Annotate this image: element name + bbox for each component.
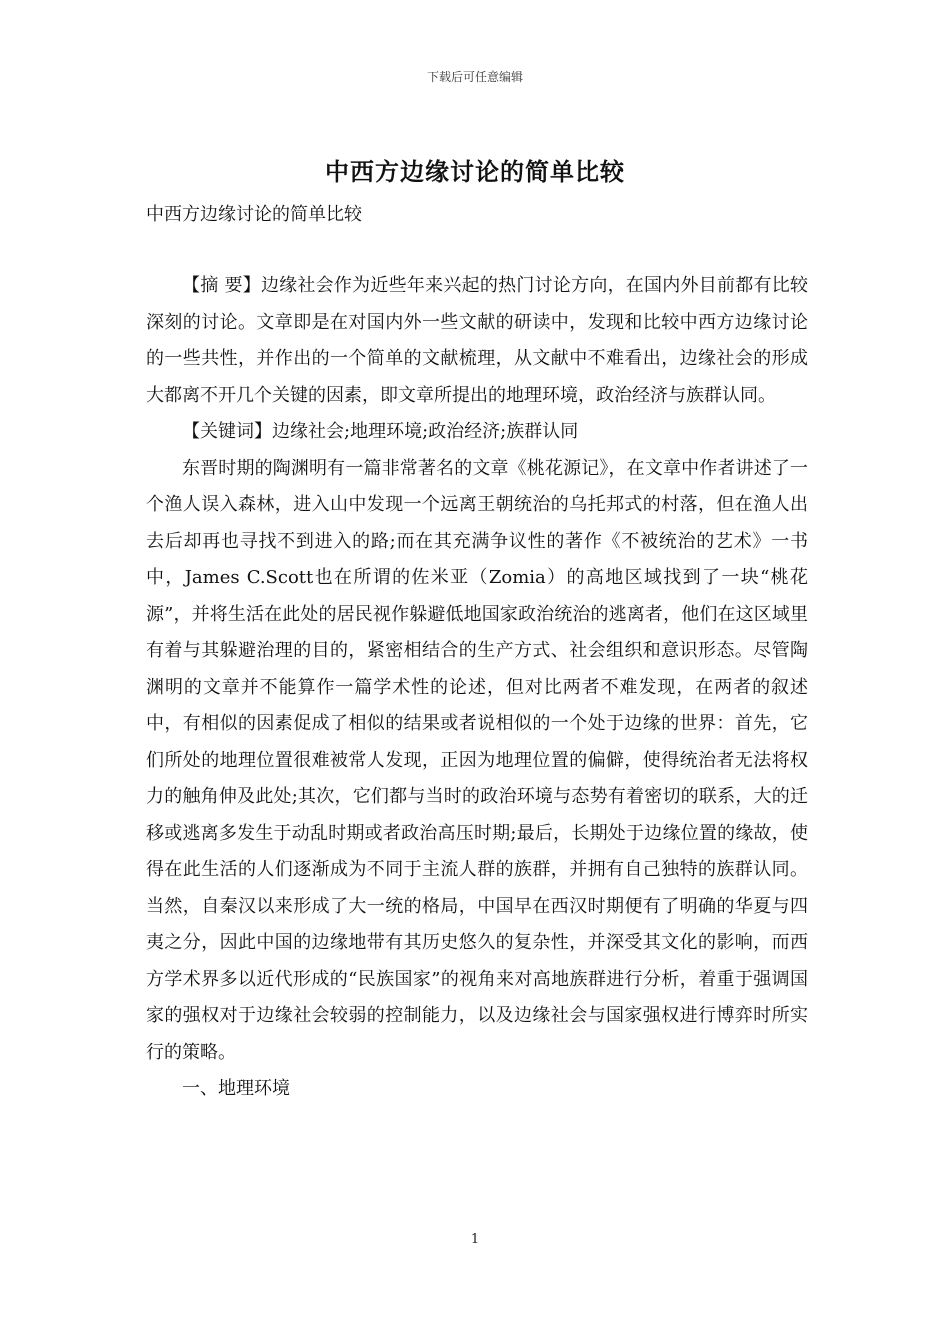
body-paragraph: 东晋时期的陶渊明有一篇非常著名的文章《桃花源记》，在文章中作者讲述了一个渔人误入森林，进入山中发现一个远离王朝统治的乌托邦式的村落，但在渔人出去后却再也寻找不到进入的路;而在其充满争议性的著作《不被统治的艺术》一书中，James C.Scott也在所谓的佐米亚（Zomia）的高地区域找到了一块“桃花源”，并将生活在此处的居民视作躲避低地国家政治统治的逃离者，他们在这区域里有着与其躲避治理的目的，紧密相结合的生产方式、社会组织和意识形态。尽管陶渊明的文章并不能算作一篇学术性的论述，但对比两者不难发现，在两者的叙述中，有相似的因素促成了相似的结果或者说相似的一个处于边缘的世界：首先，它们所处的地理位置很难被常人发现，正因为地理位置的偏僻，使得统治者无法将权力的触角伸及此处;其次，它们都与当时的政治环境与态势有着密切的联系，大的迁移或逃离多发生于动乱时期或者政治高压时期;最后，长期处于边缘位置的缘故，使得在此生活的人们逐渐成为不同于主流人群的族群，并拥有自己独特的族群认同。当然，自秦汉以来形成了大一统的格局，中国早在西汉时期便有了明确的华夏与四夷之分，因此中国的边缘地带有其历史悠久的复杂性，并深受其文化的影响，而西方学术界多以近代形成的“民族国家”的视角来对高地族群进行分析，着重于强调国家的强权对于边缘社会较弱的控制能力，以及边缘社会与国家强权进行博弈时所实行的策略。: [146, 457, 808, 1063]
document-title: 中西方边缘讨论的简单比较: [325, 157, 625, 186]
section-heading: 一、地理环境: [182, 1078, 290, 1099]
document-body: [146, 268, 808, 1108]
abstract-paragraph: 【摘 要】边缘社会作为近些年来兴起的热门讨论方向，在国内外目前都有比较深刻的讨论。文章即是在对国内外一些文献的研读中，发现和比较中西方边缘讨论的一些共性，并作出的一个简单的文献梳理，从文献中不难看出，边缘社会的形成大都离不开几个关键的因素，即文章所提出的地理环境，政治经济与族群认同。: [146, 275, 808, 406]
document-subtitle: 中西方边缘讨论的简单比较: [146, 204, 362, 225]
page-number: 1: [470, 1232, 480, 1247]
header-note: 下载后可任意编辑: [426, 70, 523, 84]
keywords-paragraph: 【关键词】边缘社会;地理环境;政治经济;族群认同: [182, 421, 579, 442]
